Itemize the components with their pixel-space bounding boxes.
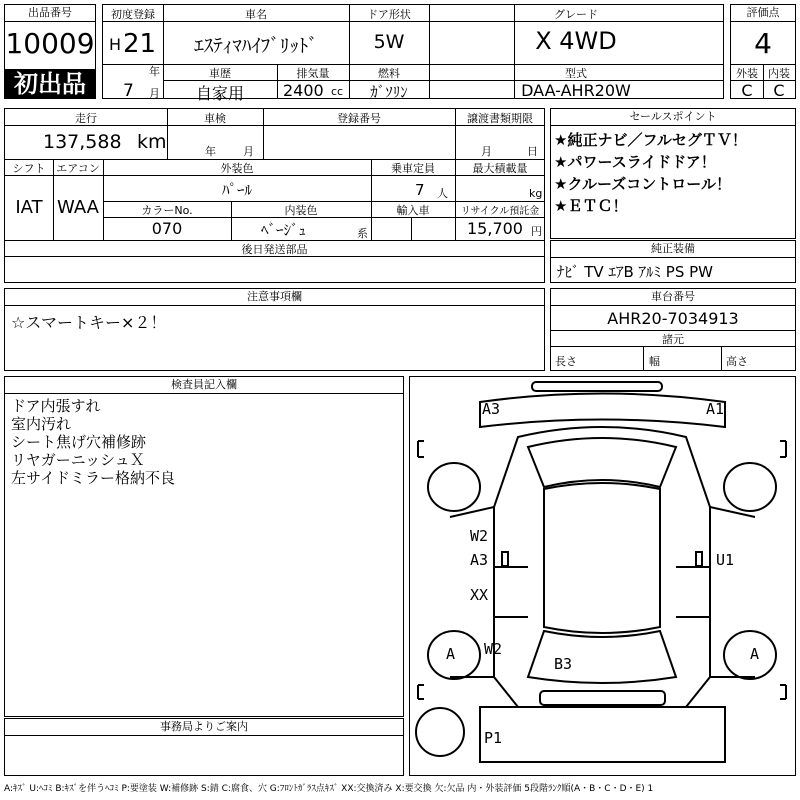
sales-point-2: ★パワースライドドア！: [554, 153, 716, 171]
score-label: 評価点: [731, 5, 795, 22]
inspection-month-unit: 月: [243, 145, 254, 158]
exterior-color-label: 外装色: [220, 162, 254, 175]
inspector-label: 検査員記入欄: [5, 377, 403, 394]
reg-no-label: 登録番号: [337, 112, 381, 125]
chassis-label: 車台番号: [551, 289, 795, 306]
grade-value: X 4WD: [535, 27, 617, 55]
max-load-unit: kg: [529, 187, 543, 200]
interior-color-label: 内装色: [284, 204, 318, 217]
equipment-box: [550, 240, 796, 283]
notes-label: 注意事項欄: [5, 289, 544, 306]
max-load-label: 最大積載量: [472, 162, 528, 175]
displacement-label: 排気量: [296, 67, 330, 80]
header-table: [102, 4, 724, 103]
color-no-value: 070: [151, 219, 183, 238]
displacement-unit: cc: [331, 85, 344, 98]
width-label: 幅: [649, 355, 660, 368]
notes-box: [4, 288, 545, 371]
type-label: 型式: [565, 67, 587, 80]
import-label: 輸入車: [396, 204, 430, 217]
ac-value: WAA: [57, 197, 99, 218]
inspector-note-1: ドア内張すれ: [11, 397, 101, 415]
first-reg-label: 初度登録: [111, 8, 155, 21]
fuel-label: 燃料: [378, 67, 400, 80]
inspector-note-3: シート焦げ穴補修跡: [11, 433, 147, 451]
type-value: DAA-AHR20W: [521, 81, 631, 100]
sales-points-label: セールスポイント: [551, 109, 795, 126]
fuel-value: ｶﾞｿﾘﾝ: [370, 83, 408, 101]
inspector-box: [4, 376, 404, 717]
chassis-value: AHR20-7034913: [607, 309, 739, 328]
door-label: ドア形状: [367, 8, 411, 21]
inspector-note-5: 左サイドミラー格納不良: [11, 469, 175, 487]
mileage-unit: km: [137, 131, 167, 153]
capacity-label: 乗車定員: [391, 162, 435, 175]
first-reg-month: 7: [123, 81, 134, 101]
damage-legend: A:ｷｽﾞ U:ﾍｺﾐ B:ｷｽﾞを伴うﾍｺﾐ P:要塗装 W:補修跡 S:錆 C:腐食、穴 G:ﾌﾛﾝﾄｶﾞﾗｽ点ｷｽﾞ XX:交換済み X:要交換 欠:欠品 内・外装評価 5段階ﾗﾝｸ順(A・B・C・D・E) 1: [4, 784, 654, 794]
ext-label: 外装: [736, 67, 758, 80]
office-label: 事務局よりご案内: [5, 719, 403, 736]
recycle-value: 15,700: [467, 219, 523, 238]
mark-a3-front-door: A3: [470, 551, 489, 569]
lot-number: 10009: [5, 27, 95, 60]
mark-a-rear-right-wheel: A: [750, 645, 760, 663]
transfer-label: 譲渡書類期限: [467, 112, 533, 125]
mark-xx-rear-door: XX: [470, 586, 489, 604]
inspector-note-4: リヤガーニッシュＸ: [11, 451, 145, 469]
equipment-value: ﾅﾋﾞ TV ｴｱB ｱﾙﾐ PS PW: [557, 263, 713, 281]
sales-points-box: [550, 108, 796, 239]
int-label: 内装: [768, 67, 790, 80]
sales-point-4: ★ＥＴＣ！: [554, 197, 628, 215]
inspection-year-unit: 年: [205, 145, 216, 158]
sales-point-1: ★純正ナビ／フルセグＴＶ！: [554, 131, 747, 149]
shift-value: IAT: [15, 197, 43, 218]
transfer-month-unit: 月: [481, 145, 492, 158]
score-box: [730, 4, 796, 99]
history-label: 車歴: [209, 67, 231, 80]
model-label: 車名: [245, 8, 267, 21]
mark-w2-rear-quarter: W2: [484, 640, 503, 658]
chassis-box: [550, 288, 796, 371]
mark-p1-rear-bumper: P1: [484, 729, 503, 747]
mileage-value: 137,588: [43, 131, 122, 153]
int-grade: C: [773, 81, 785, 100]
score-value: 4: [754, 27, 772, 60]
lot-number-label: 出品番号: [5, 5, 95, 22]
mark-a-rear-left-wheel: A: [446, 645, 456, 663]
mark-a3-front-left: A3: [482, 400, 501, 418]
later-parts-label: 後日発送部品: [241, 243, 308, 256]
lot-number-box: [4, 4, 96, 99]
car-outline-diagram: [410, 377, 795, 775]
length-label: 長さ: [555, 355, 577, 368]
notes-value: ☆スマートキー×２！: [11, 313, 167, 332]
sales-point-3: ★クルーズコントロール！: [554, 175, 731, 193]
model-value: ｴｽﾃｨﾏﾊｲﾌﾞﾘｯﾄﾞ: [194, 35, 318, 57]
grade-label: グレード: [554, 8, 598, 21]
transfer-day-unit: 日: [527, 145, 538, 158]
mileage-label: 走行: [75, 112, 97, 125]
inspector-note-2: 室内汚れ: [11, 415, 72, 433]
inspection-label: 車検: [204, 112, 226, 125]
color-no-label: カラーNo.: [141, 204, 193, 217]
height-label: 高さ: [726, 355, 748, 368]
displacement-value: 2400: [283, 81, 324, 100]
mark-u1-right-door: U1: [716, 551, 735, 569]
damage-diagram: [409, 376, 796, 776]
interior-color-unit: 系: [357, 227, 368, 240]
first-time-badge: 初出品: [5, 69, 95, 99]
ext-grade: C: [741, 81, 753, 100]
door-value: 5W: [373, 31, 405, 53]
mark-a1-front-right: A1: [706, 400, 725, 418]
dims-label: 諸元: [662, 333, 684, 346]
capacity-value: 7: [415, 181, 425, 199]
specs-table: [4, 108, 545, 283]
equipment-label: 純正装備: [551, 241, 795, 258]
era: H: [109, 35, 122, 54]
history-value: 自家用: [195, 84, 244, 103]
mark-b3-rear: B3: [554, 655, 573, 673]
interior-color-value: ﾍﾞｰｼﾞｭ: [261, 221, 307, 239]
capacity-unit: 人: [437, 187, 448, 200]
exterior-color-value: ﾊﾟｰﾙ: [221, 181, 252, 199]
month-unit: 月: [149, 87, 160, 100]
shift-label: シフト: [12, 162, 46, 175]
first-reg-year: 21: [123, 29, 157, 59]
ac-label: エアコン: [56, 162, 100, 175]
office-box: [4, 718, 404, 776]
year-unit: 年: [149, 65, 160, 78]
recycle-label: リサイクル預託金: [460, 206, 540, 217]
recycle-unit: 円: [531, 225, 542, 238]
mark-w2-front-door: W2: [470, 527, 489, 545]
